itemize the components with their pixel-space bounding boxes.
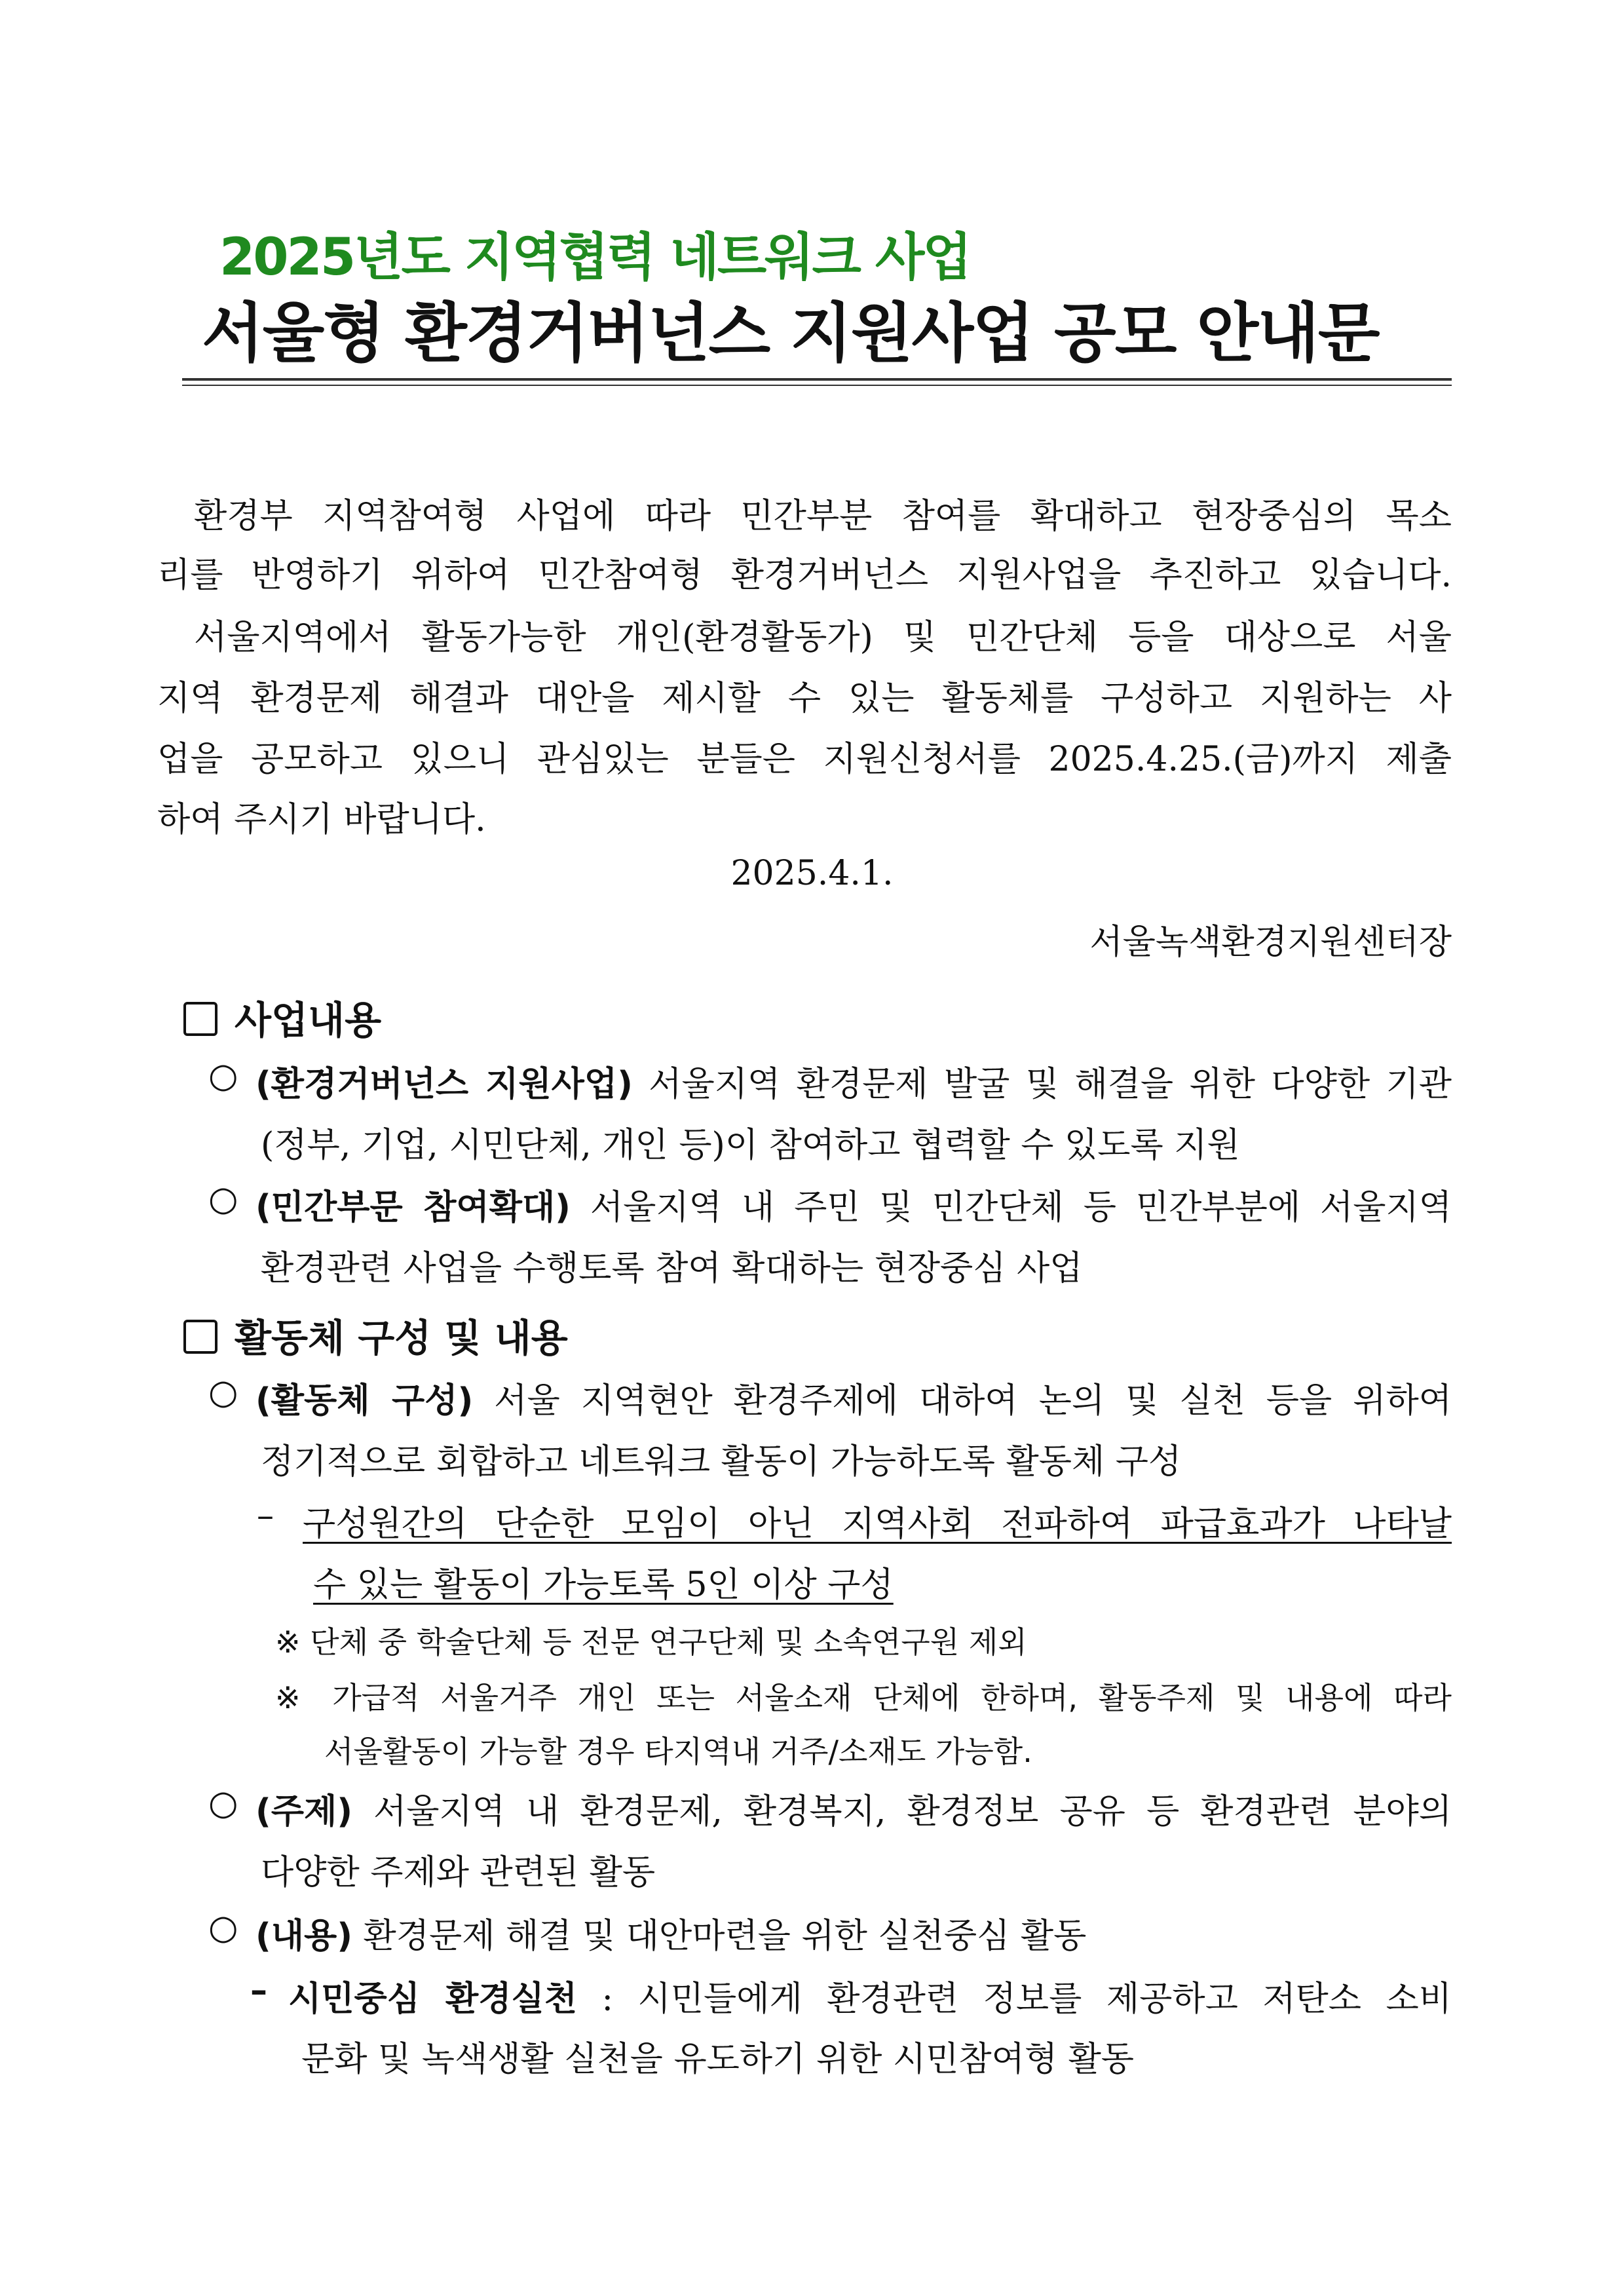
activity-dash-2-line-1: 시민중심 환경실천 : 시민들에게 환경관련 정보를 제공하고 저탄소 소비 bbox=[288, 1980, 1452, 2019]
activity-item-1-line-1: (활동체 구성) 서울 지역현안 환경주제에 대하여 논의 및 실천 등을 위하여 bbox=[255, 1381, 1452, 1421]
intro-line-1: 환경부 지역참여형 사업에 따라 민간부분 참여를 확대하고 현장중심의 목소 bbox=[194, 497, 1452, 536]
section-heading-activity: 활동체 구성 및 내용 bbox=[183, 1307, 568, 1362]
activity-item-2-line-2: 다양한 주제와 관련된 활동 bbox=[261, 1853, 656, 1892]
title-rule-top bbox=[182, 378, 1452, 381]
bullet-icon: ○ bbox=[208, 1179, 238, 1219]
bullet-icon: ○ bbox=[208, 1056, 238, 1096]
bullet-icon: ○ bbox=[208, 1784, 238, 1823]
intro-line-4: 지역 환경문제 해결과 대안을 제시할 수 있는 활동체를 구성하고 지원하는 사 bbox=[157, 679, 1452, 718]
activity-note-2-line-2: 서울활동이 가능할 경우 타지역내 거주/소재도 가능함. bbox=[324, 1734, 1032, 1769]
business-item-1-line-2: (정부, 기업, 시민단체, 개인 등)이 참여하고 협력할 수 있도록 지원 bbox=[261, 1126, 1240, 1165]
intro-line-3: 서울지역에서 활동가능한 개인(환경활동가) 및 민간단체 등을 대상으로 서울 bbox=[194, 618, 1452, 657]
checkbox-icon bbox=[183, 1320, 217, 1354]
notice-date: 2025.4.1. bbox=[730, 854, 894, 893]
activity-item-3-line-1: (내용) 환경문제 해결 및 대안마련을 위한 실천중심 활동 bbox=[255, 1917, 1087, 1956]
bullet-icon: ○ bbox=[208, 1373, 238, 1412]
dash-icon: – bbox=[250, 1971, 267, 2010]
notice-signer: 서울녹색환경지원센터장 bbox=[1089, 923, 1452, 962]
header-subtitle: 2025년도 지역협력 네트워크 사업 bbox=[219, 228, 970, 287]
activity-item-2-line-1: (주제) 서울지역 내 환경문제, 환경복지, 환경정보 공유 등 환경관련 분야의 bbox=[255, 1792, 1452, 1831]
dash-icon: – bbox=[257, 1496, 274, 1535]
business-item-2-line-2: 환경관련 사업을 수행토록 참여 확대하는 현장중심 사업 bbox=[261, 1249, 1083, 1288]
activity-note-1: ※ 단체 중 학술단체 등 전문 연구단체 및 소속연구원 제외 bbox=[275, 1624, 1027, 1660]
activity-dash-2-line-2: 문화 및 녹색생활 실천을 유도하기 위한 시민참여형 활동 bbox=[301, 2040, 1135, 2079]
page-title: 서울형 환경거버넌스 지원사업 공모 안내문 bbox=[202, 296, 1379, 371]
intro-line-5: 업을 공모하고 있으니 관심있는 분들은 지원신청서를 2025.4.25.(금)까지 제출 bbox=[157, 740, 1452, 779]
activity-item-1-line-2: 정기적으로 회합하고 네트워크 활동이 가능하도록 활동체 구성 bbox=[261, 1442, 1182, 1482]
activity-dash-1-line-1: 구성원간의 단순한 모임이 아닌 지역사회 전파하여 파급효과가 나타날 bbox=[303, 1504, 1452, 1544]
business-item-1-line-1: (환경거버넌스 지원사업) 서울지역 환경문제 발굴 및 해결을 위한 다양한 기관 bbox=[255, 1065, 1452, 1104]
title-rule-bottom bbox=[182, 385, 1452, 386]
intro-line-2: 리를 반영하기 위하여 민간참여형 환경거버넌스 지원사업을 추진하고 있습니다. bbox=[157, 556, 1452, 595]
intro-line-6: 하여 주시기 바랍니다. bbox=[157, 800, 486, 839]
section-heading-business: 사업내용 bbox=[183, 989, 381, 1044]
activity-dash-1-line-2: 수 있는 활동이 가능토록 5인 이상 구성 bbox=[313, 1565, 894, 1605]
activity-note-2-line-1: ※ 가급적 서울거주 개인 또는 서울소재 단체에 한하며, 활동주제 및 내용에 따라 bbox=[275, 1680, 1452, 1715]
checkbox-icon bbox=[183, 1002, 217, 1036]
bullet-icon: ○ bbox=[208, 1908, 238, 1947]
business-item-2-line-1: (민간부문 참여확대) 서울지역 내 주민 및 민간단체 등 민간부분에 서울지역 bbox=[255, 1188, 1452, 1227]
